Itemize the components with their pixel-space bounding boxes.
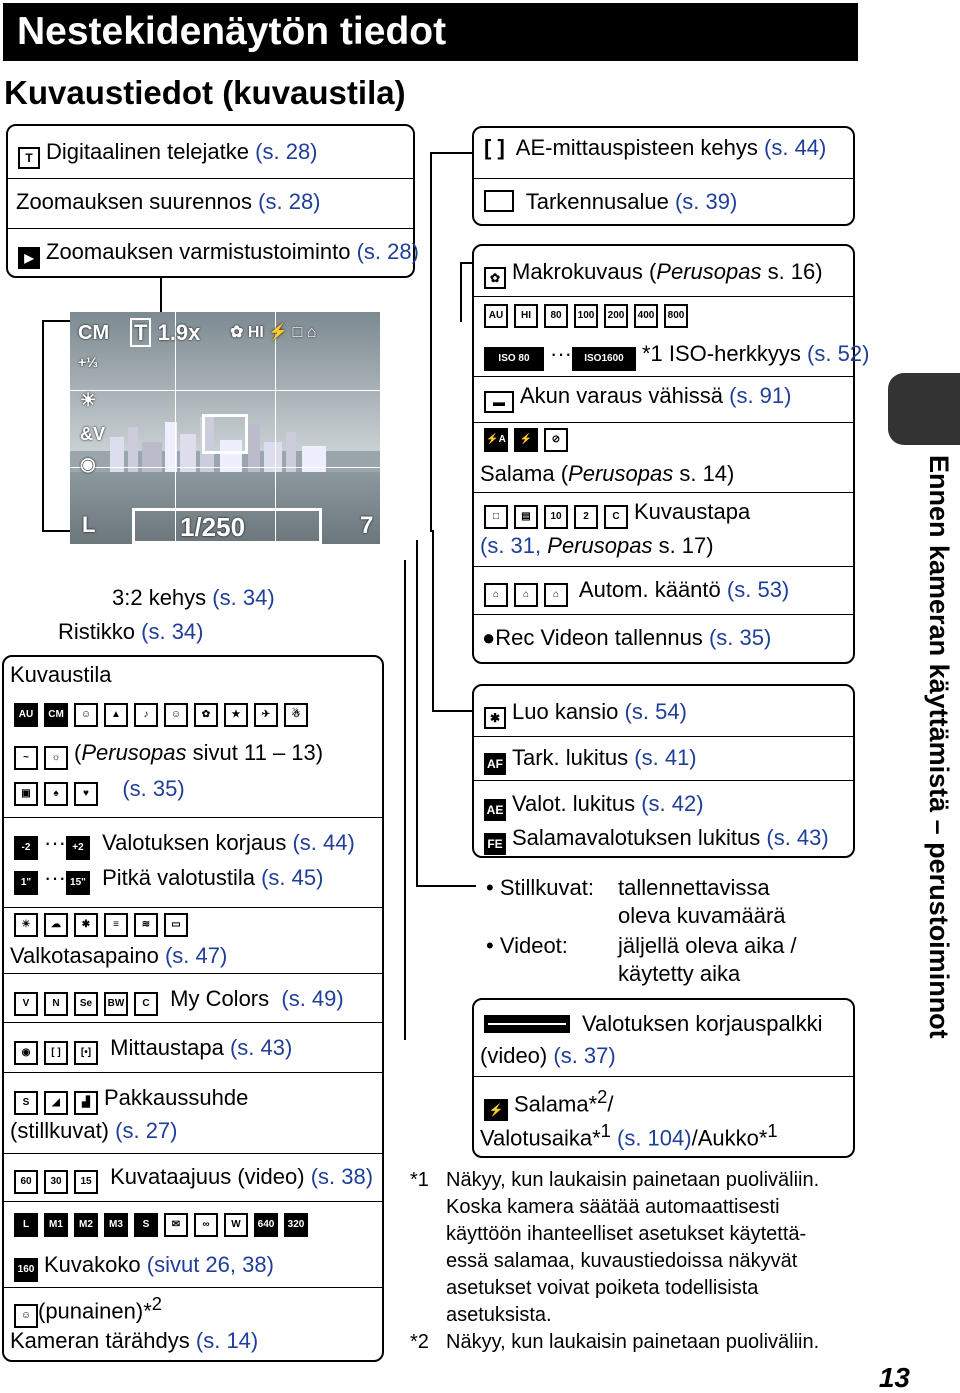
drive-label: Kuvaustapa — [634, 499, 751, 524]
lcd-zoom: 1.9x — [157, 320, 201, 345]
macro-icon: ✿ — [484, 267, 506, 289]
zoom-confirm-label: Zoomauksen varmistustoiminto — [46, 239, 351, 264]
long-shutter-label: Pitkä valotustila — [102, 865, 255, 890]
fel-icon: FE — [484, 833, 506, 855]
size-label: Kuvakoko — [44, 1252, 141, 1277]
grid-ref: (s. 34) — [141, 619, 204, 644]
lcd-size: L — [82, 512, 96, 537]
macro-label: Makrokuvaus ( — [512, 259, 657, 284]
exp-bar-label: Valotuksen korjauspalkki — [582, 1011, 823, 1036]
footnote-1-line: asetuksista. — [446, 1304, 552, 1326]
exp-bar-ref: (s. 37) — [553, 1043, 616, 1068]
frame32-ref: (s. 34) — [212, 585, 275, 610]
rec-ref: (s. 35) — [708, 625, 772, 650]
folder-label: Luo kansio — [512, 699, 619, 724]
footnote-2-marker: *2 — [410, 1331, 429, 1353]
shoot-mode-title: Kuvaustila — [10, 662, 112, 687]
exposure-label: Valotuksen korjaus — [102, 830, 287, 855]
compression-label2: (stillkuvat) — [10, 1118, 110, 1143]
connector-line — [460, 262, 462, 322]
lcd-shot-count: 7 — [360, 512, 374, 539]
rotate-label: Autom. kääntö — [578, 577, 721, 602]
long-shutter-ref: (s. 45) — [261, 865, 324, 890]
flash-icons: ⚡A ⚡ ⊘ — [484, 428, 574, 452]
focus-frame-icon — [484, 190, 514, 212]
zoom-confirm-ref: (s. 28) — [356, 239, 419, 264]
shoot-mode-icons: AU CM ☺ ▲ ♪ ☺ ✿ ★ ✈ ☃ — [14, 703, 314, 727]
footnote-1-line: Näkyy, kun laukaisin painetaan puoliväliin. — [446, 1169, 820, 1191]
chapter-title: Ennen kameran käyttämistä – perustoiminnot — [924, 455, 954, 1039]
digital-tele-label: Digitaalinen telejatke — [46, 139, 250, 164]
focus-ref: (s. 39) — [674, 189, 738, 214]
video-label: • Videot: — [486, 933, 568, 958]
zoom-mag-label: Zoomauksen suurennos — [16, 189, 253, 214]
battery-ref: (s. 91) — [729, 383, 792, 408]
redeye-label: (punainen)* — [38, 1298, 152, 1324]
metering-ref: (s. 43) — [229, 1035, 293, 1060]
ael-label: Valot. lukitus — [512, 791, 636, 816]
drive-ital: Perusopas — [547, 533, 653, 558]
iso-icons: AU HI 80 100 200 400 800 — [484, 304, 694, 328]
lcd-shutter: 1/250 — [180, 512, 246, 542]
flash2-sup: 2 — [597, 1086, 608, 1107]
rotate-ref: (s. 53) — [726, 577, 790, 602]
page-title: Nestekidenäytön tiedot — [3, 3, 858, 61]
zoom-mag-ref: (s. 28) — [258, 189, 321, 214]
size-icons: L M1 M2 M3 S ✉ ∞ W 640 320 — [14, 1213, 314, 1237]
flash-ref: s. 14) — [673, 461, 735, 486]
flash2-label: Salama* — [514, 1091, 598, 1117]
flash-small-icon: ⚡ — [484, 1099, 508, 1121]
connector-line — [42, 320, 70, 322]
footnote-2-text: Näkyy, kun laukaisin painetaan puoliväliin. — [446, 1331, 820, 1353]
shooting-info-box: Kuvaustila AU CM ☺ ▲ ♪ ☺ ✿ ★ ✈ ☃ ~ ☼ (Perusopas sivut 11 – 13) ▣ ♠ ♥ (s. 35) -2 ··· +2 Valotuksen korjaus (s. 44) 1" ··· 15" Pitkä valotustila (s. 45) ☀ ☁ ✱ ≡ ≋ ▭ Valkotasapaino (s. 47) V N Se BW C My Colors (s. 49) ◉ [ ] [•] Mittaustapa (s. 43) S ◢ ▟ Pakkaussuhde (stillkuvat) (s. 27) 60 30 15 Kuvataajuus (video) (s. 38) L M1 M2 M3 S ✉ ∞ W 640 320 160 Kuvakoko (sivut 26, 38) ☺ (punainen)*$^2$ Kameran tärähdys (s. 14) — [2, 655, 384, 1362]
mycolors-label: My Colors — [170, 986, 270, 1011]
connector-line — [430, 152, 472, 154]
shutter-ref: (s. 104) — [617, 1125, 692, 1151]
ae-frame-ref: (s. 44) — [764, 135, 827, 160]
flash-ital: Perusopas — [568, 461, 674, 486]
macro-ref: s. 16) — [761, 259, 823, 284]
digital-tele-icon: T — [18, 147, 40, 169]
connector-line — [432, 530, 434, 710]
still-value2: oleva kuvamäärä — [618, 903, 786, 928]
fel-ref: (s. 43) — [766, 825, 829, 850]
shoot-mode-ref2: (s. 35) — [122, 776, 185, 801]
grid-label: Ristikko — [58, 619, 136, 644]
shoot-mode-label: Perusopas — [81, 740, 187, 765]
video-value2: käytetty aika — [618, 961, 741, 986]
drive-ref: (s. 31, — [480, 533, 542, 558]
folder-ref: (s. 54) — [624, 699, 687, 724]
connector-line — [404, 560, 406, 1040]
ae-frame-marker — [202, 414, 248, 454]
exposure-bar-icon — [484, 1015, 570, 1033]
wb-icons: ☀ ☁ ✱ ≡ ≋ ▭ — [14, 913, 194, 937]
metering-label: Mittaustapa — [110, 1035, 224, 1060]
ae-frame-label: AE-mittauspisteen kehys — [515, 135, 758, 160]
focus-label: Tarkennusalue — [525, 189, 669, 214]
iso-label: *1 ISO-herkkyys — [641, 341, 801, 366]
iso-ref: (s. 52) — [807, 341, 870, 366]
footnote-1-line: Koska kamera säätää automaattisesti — [446, 1196, 780, 1218]
ae-focus-box: [ ] AE-mittauspisteen kehys (s. 44) Tarkennusalue (s. 39) — [472, 126, 855, 226]
connector-line — [42, 530, 70, 532]
footnote-1-line: käyttöön ihanteelliset asetukset käytettä- — [446, 1223, 807, 1245]
compression-label: Pakkaussuhde — [104, 1085, 249, 1110]
flash-label: Salama ( — [480, 461, 569, 486]
wb-ref: (s. 47) — [164, 943, 228, 968]
footnote-1-marker: *1 — [410, 1169, 429, 1191]
shutter-label: Valotusaika* — [480, 1125, 601, 1151]
ael-ref: (s. 42) — [641, 791, 704, 816]
framerate-label: Kuvataajuus (video) — [110, 1164, 305, 1189]
exp-bar-label2: (video) — [480, 1043, 548, 1068]
macro-ital: Perusopas — [656, 259, 762, 284]
connector-line — [416, 540, 418, 885]
framerate-ref: (s. 38) — [310, 1164, 374, 1189]
aperture-label: /Aukko* — [691, 1125, 768, 1151]
footnote-1-line: essä salamaa, kuvaustiedoissa näkyvät — [446, 1250, 798, 1272]
ael-icon: AE — [484, 799, 506, 821]
digital-tele-ref: (s. 28) — [255, 139, 318, 164]
shoot-mode-ref: sivut 11 – 13) — [192, 740, 324, 765]
zoom-info-box — [6, 124, 419, 278]
frame32-label: 3:2 kehys — [112, 585, 207, 610]
flash2-slash: / — [607, 1091, 614, 1117]
redeye-sup: 2 — [151, 1293, 162, 1314]
connector-line — [416, 885, 476, 887]
shake-label: Kameran tärähdys — [10, 1328, 190, 1353]
size-ref: (sivut 26, 38) — [146, 1252, 274, 1277]
fel-label: Salamavalotuksen lukitus — [512, 825, 761, 850]
shutter-sup: 1 — [600, 1120, 611, 1141]
connector-line — [430, 152, 432, 532]
lock-info-box — [472, 684, 855, 858]
section-subtitle: Kuvaustiedot (kuvaustila) — [4, 74, 406, 111]
afl-label: Tark. lukitus — [512, 745, 629, 770]
rec-label: ●Rec Videon tallennus — [482, 625, 703, 650]
afl-icon: AF — [484, 753, 506, 775]
aperture-sup: 1 — [767, 1120, 778, 1141]
video-value: jäljellä oleva aika / — [618, 933, 797, 958]
mycolors-ref: (s. 49) — [281, 986, 344, 1011]
exposure-ref: (s. 44) — [292, 830, 355, 855]
zoom-confirm-icon: ▶ — [18, 247, 40, 269]
battery-label: Akun varaus vähissä — [520, 383, 723, 408]
drive-ref2: s. 17) — [652, 533, 714, 558]
lcd-iso: HI — [247, 324, 264, 341]
connector-line — [432, 710, 472, 712]
right-info-box: ✿ Makrokuvaus (Perusopas s. 16) AU HI 80 100 200 400 800 ISO 80 ··· ISO1600 *1 ISO-herkkyys (s. 52) ▬ Akun varaus vähissä (s. 91) ⚡A ⚡ ⊘ Salama (Perusopas s. 14) □ ▤ 10 2 C Kuvaustapa (s. 31, Perusopas s. 17) ⌂ ⌂ ⌂ Autom. kääntö (s. 53) ●Rec Videon tallennus (s. 35) — [472, 244, 855, 664]
shake-ref: (s. 14) — [195, 1328, 259, 1353]
page-number: 13 — [878, 1362, 910, 1393]
chapter-tab — [888, 373, 960, 445]
afl-ref: (s. 41) — [634, 745, 697, 770]
wb-label: Valkotasapaino — [10, 943, 159, 968]
battery-icon: ▬ — [484, 391, 514, 413]
still-label: • Stillkuvat: — [486, 875, 594, 900]
folder-icon: ✱ — [484, 707, 506, 729]
compression-ref: (s. 27) — [115, 1118, 178, 1143]
footnote-1-line: asetukset voivat poiketa todellisista — [446, 1277, 759, 1299]
connector-line — [42, 320, 44, 530]
exposure-bar-box — [472, 998, 855, 1158]
still-value: tallennettavissa — [618, 875, 770, 900]
lcd-screen: CM T 1.9x ✿ HI ⚡ □ ⌂ +⅓ ☀ &V ◉ L 1/250 7 — [70, 312, 380, 544]
